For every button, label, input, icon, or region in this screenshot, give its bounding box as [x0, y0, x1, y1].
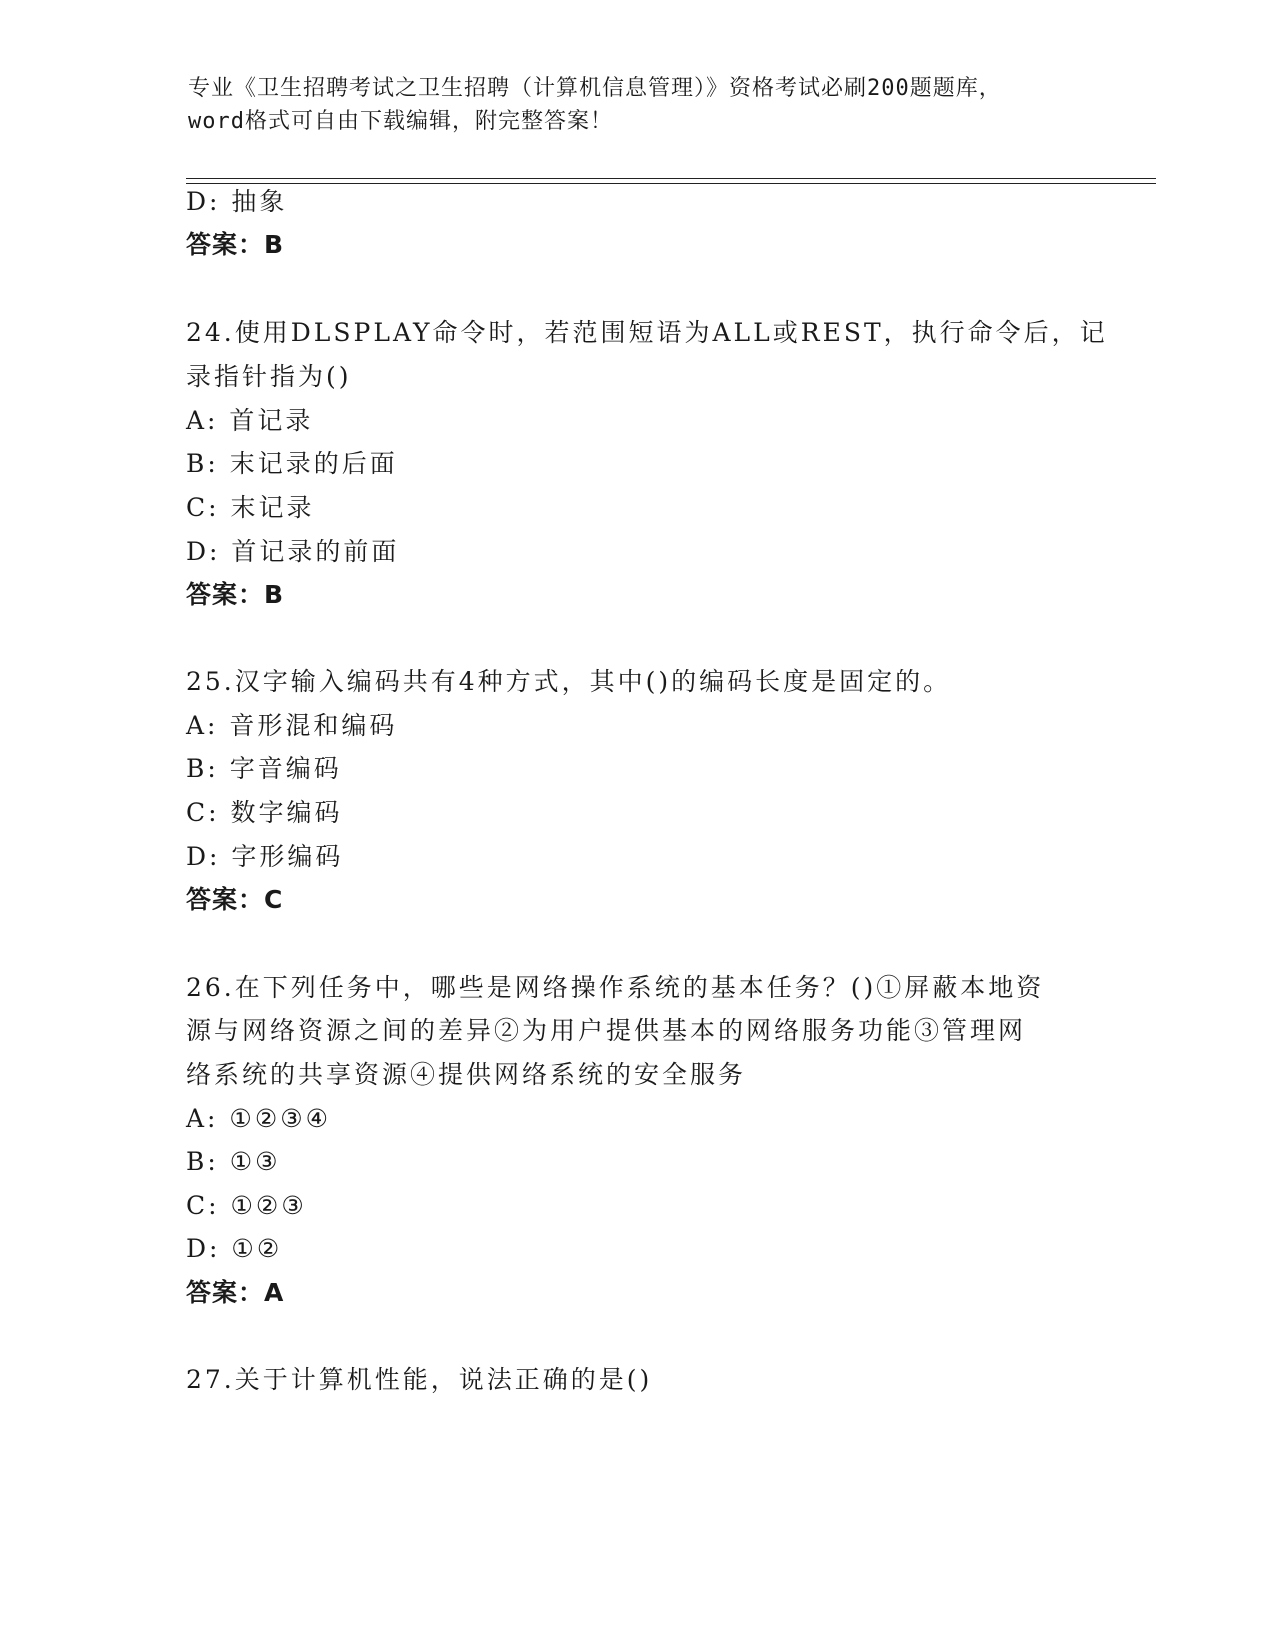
q25-stem-line-1: 25.汉字输入编码共有4种方式，其中()的编码长度是固定的。 — [186, 667, 952, 696]
q24-stem-line-1: 24.使用DLSPLAY命令时，若范围短语为ALL或REST，执行命令后，记 — [186, 318, 1108, 347]
q26-option-b: B: ①③ — [186, 1147, 281, 1176]
q24-option-b: B: 末记录的后面 — [186, 449, 398, 478]
q26-stem-line-2: 源与网络资源之间的差异②为用户提供基本的网络服务功能③管理网 — [186, 1016, 1027, 1045]
q26-option-a: A: ①②③④ — [186, 1104, 332, 1133]
q25-option-b: B: 字音编码 — [186, 754, 342, 783]
document-header — [188, 72, 1078, 138]
prev-answer: 答案：B — [186, 230, 285, 259]
q24-answer: 答案：B — [186, 580, 285, 609]
q24-stem-line-2: 录指针指为() — [186, 362, 352, 391]
q26-option-c: C: ①②③ — [186, 1191, 307, 1220]
q24-option-c: C: 末记录 — [186, 493, 315, 522]
header-divider — [186, 178, 1156, 184]
q25-option-a: A: 音形混和编码 — [186, 711, 398, 740]
q24-option-a: A: 首记录 — [186, 406, 314, 435]
prev-option-d: D: 抽象 — [186, 187, 288, 216]
q26-stem-line-3: 络系统的共享资源④提供网络系统的安全服务 — [186, 1060, 747, 1089]
header-title-line-2: word格式可自由下载编辑，附完整答案！ — [188, 109, 613, 134]
q26-stem-line-1: 26.在下列任务中，哪些是网络操作系统的基本任务？()①屏蔽本地资 — [186, 973, 1045, 1002]
q26-option-d: D: ①② — [186, 1234, 283, 1263]
q25-option-c: C: 数字编码 — [186, 798, 343, 827]
q25-option-d: D: 字形编码 — [186, 842, 344, 871]
q25-answer: 答案：C — [186, 885, 284, 914]
q27-stem-line-1: 27.关于计算机性能，说法正确的是() — [186, 1365, 653, 1394]
q26-answer: 答案：A — [186, 1278, 285, 1307]
header-title-line-1: 专业《卫生招聘考试之卫生招聘（计算机信息管理）》资格考试必刷200题题库， — [188, 76, 1002, 101]
q24-option-d: D: 首记录的前面 — [186, 537, 400, 566]
